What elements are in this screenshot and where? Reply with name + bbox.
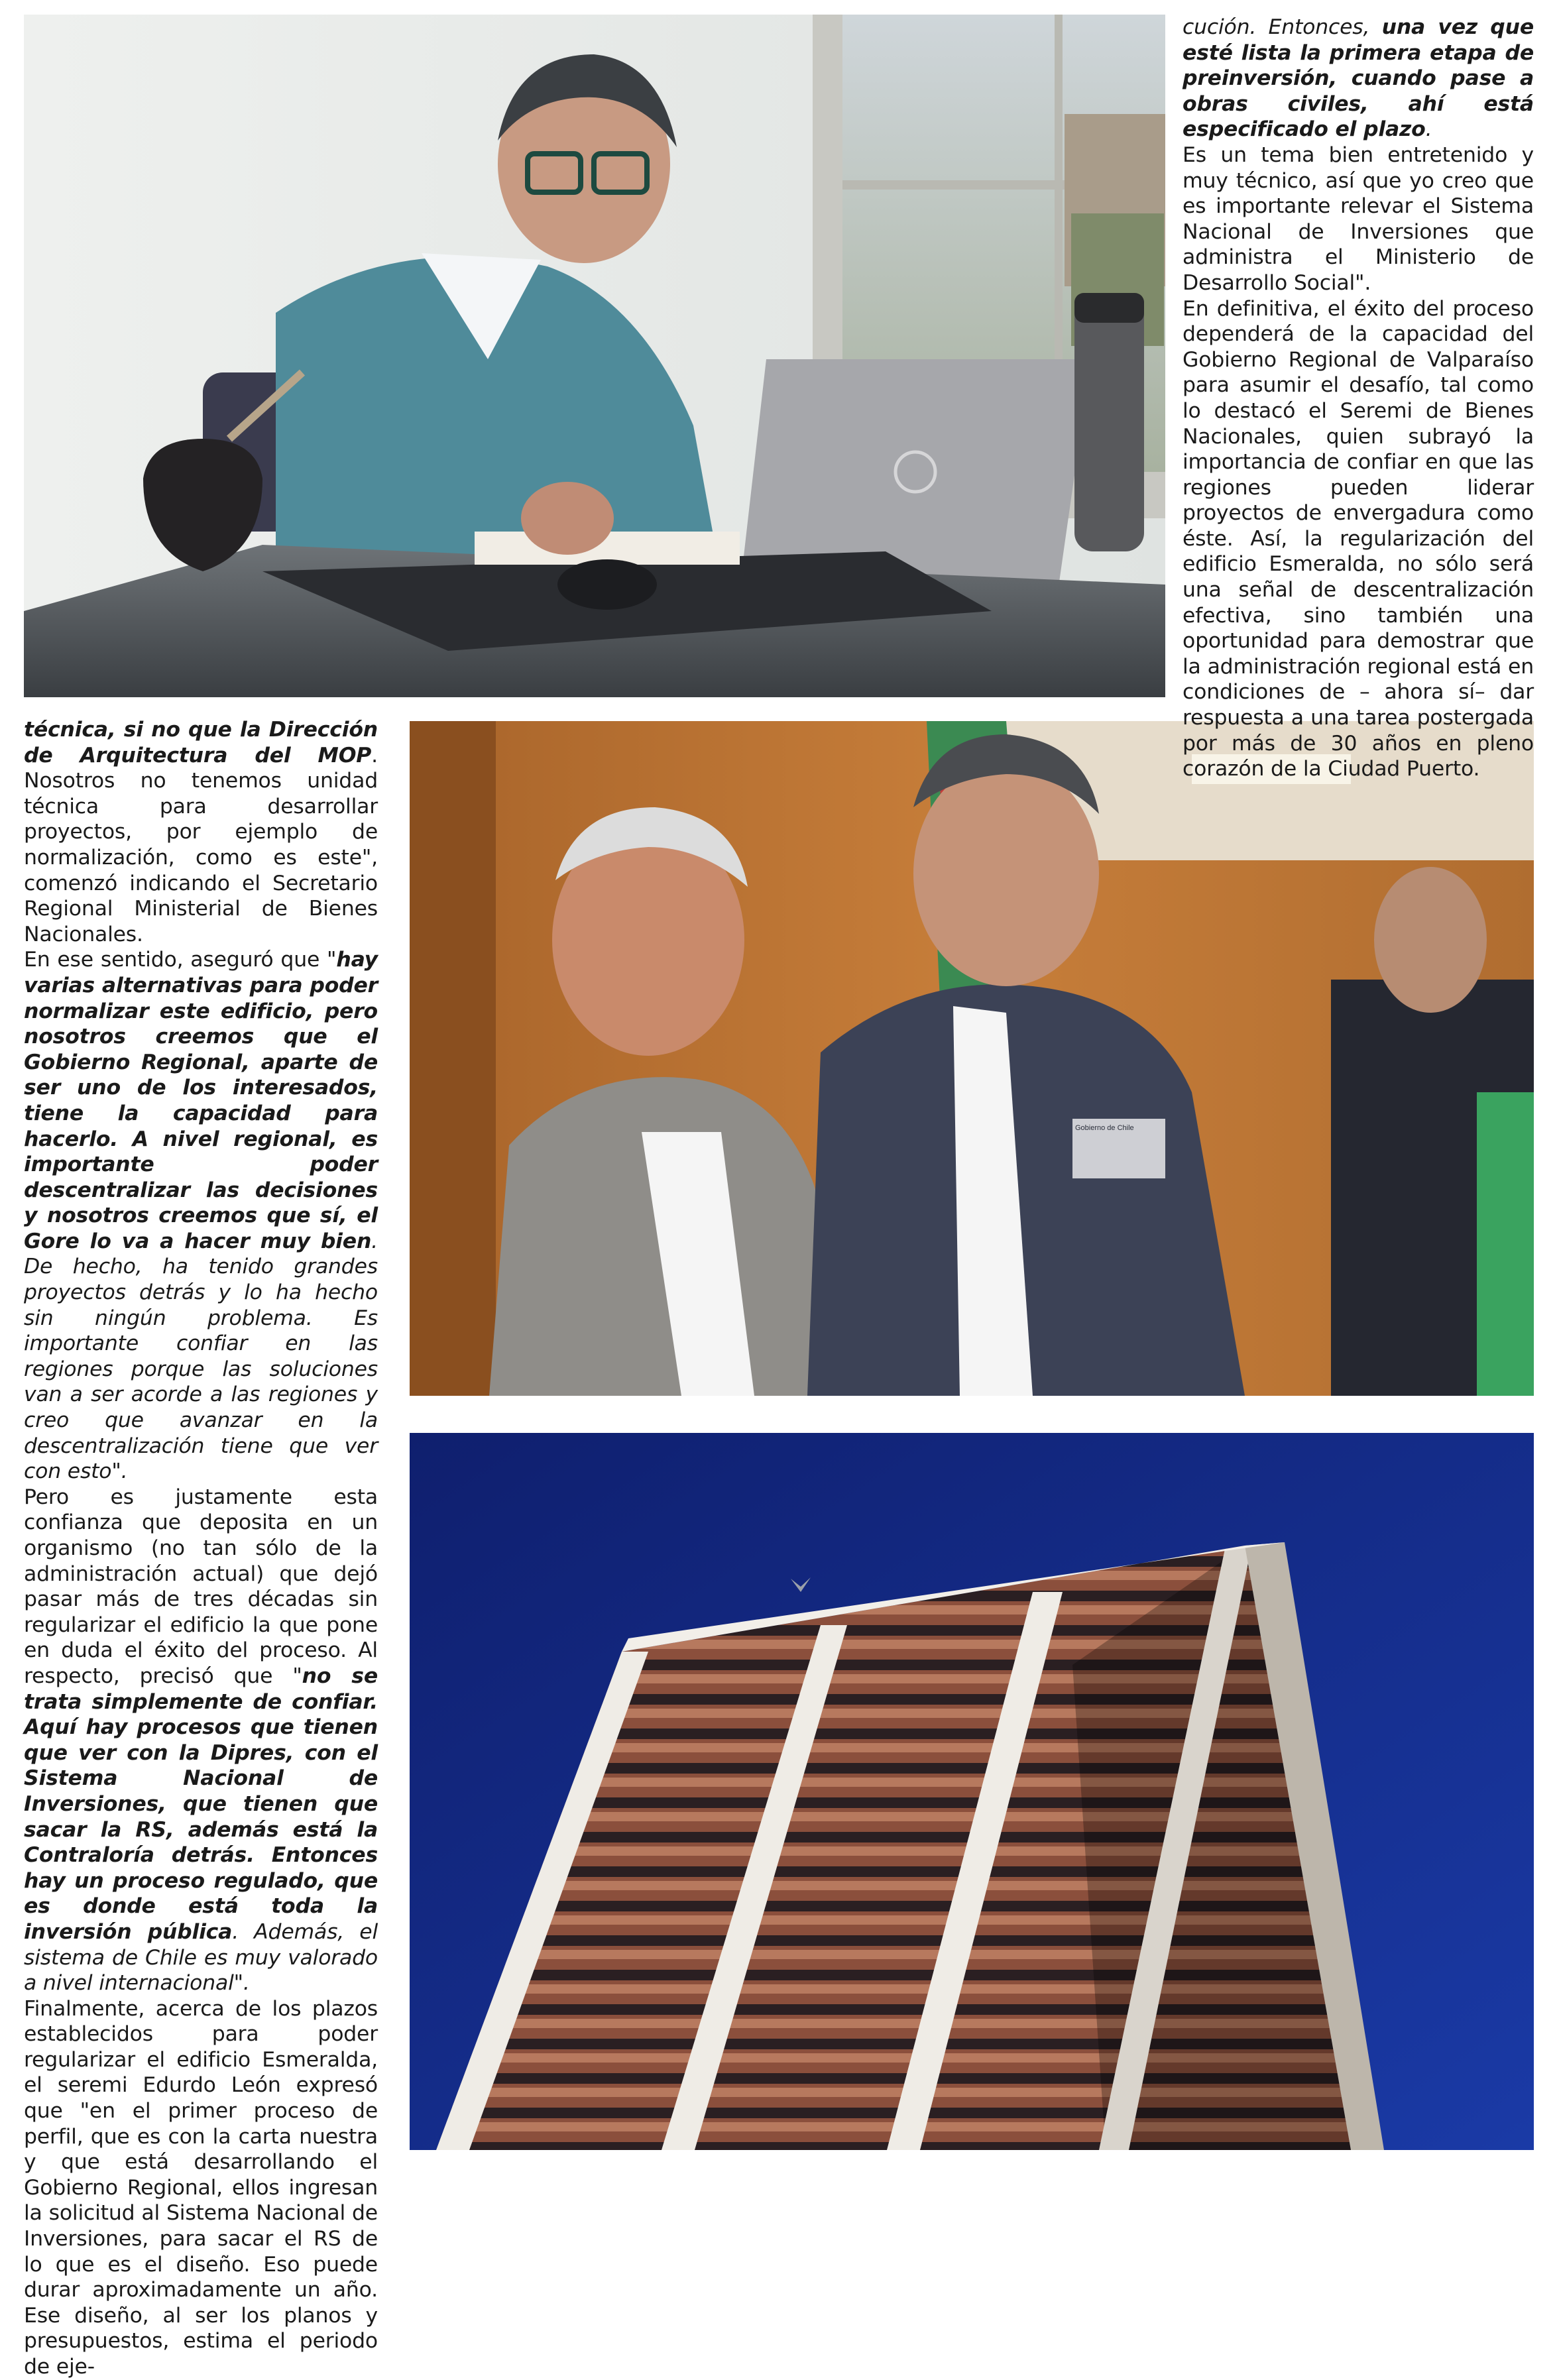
photo-office-desk: [24, 15, 1165, 697]
article-right-column: [1183, 15, 1534, 782]
vest-logo-text: Gobierno de Chile: [1075, 1124, 1134, 1132]
right-paragraph-1: cución. Entonces, una vez que esté lista la primera etapa de preinversión, cuando pase a obras civiles, ahí está especificado el plazo.: [1183, 15, 1534, 142]
left-paragraph-3: Pero es justamente esta confianza que deposita en un organismo (no tan sólo de la administración actual) que dejó pasar más de tres décadas sin regularizar el edificio la que pone en duda el éxito del proceso. Al respecto, precisó que "no se trata simplemente de confiar. Aquí hay procesos que tienen que ver con la Dipres, con el Sistema Nacional de Inversiones, que tienen que sacar la RS, además está la Contraloría detrás. Entonces hay un proceso regulado, que es donde está toda la inversión pública. Además, el sistema de Chile es muy valorado a nivel internacional".: [24, 1485, 378, 1996]
right-paragraph-2: Es un tema bien entretenido y muy técnico, así que yo creo que es importante relevar el Sistema Nacional de Inversiones que administra el Ministerio de Desarrollo Social".: [1183, 142, 1534, 295]
article-left-column: [24, 717, 378, 2380]
photo-two-men: [410, 721, 1534, 1396]
photo-building: [410, 1433, 1534, 2150]
right-paragraph-3: En definitiva, el éxito del proceso dependerá de la capacidad del Gobierno Regional de Valparaíso para asumir el desafío, tal como lo destacó el Seremi de Bienes Nacionales, quien subrayó la importancia de confiar en que las regiones pueden liderar proyectos de envergadura como éste. Así, la regularización del edificio Esmeralda, no sólo será una señal de descentralización efectiva, sino también una oportunidad para demostrar que la administración regional está en condiciones de – ahora sí– dar respuesta a una tarea postergada por más de 30 años en pleno corazón de la Ciudad Puerto.: [1183, 296, 1534, 781]
left-paragraph-4: Finalmente, acerca de los plazos establecidos para poder regularizar el edificio Esmeralda, el seremi Edurdo León expresó que "en el primer proceso de perfil, que es con la carta nuestra y que está desarrollando el Gobierno Regional, ellos ingresan la solicitud al Sistema Nacional de Inversiones, para sacar el RS de lo que es el diseño. Eso puede durar aproximadamente un año. Ese diseño, al ser los planos y presupuestos, estima el periodo de eje-: [24, 1996, 378, 2379]
left-paragraph-1: técnica, si no que la Dirección de Arquitectura del MOP. Nosotros no tenemos unidad técnica para desarrollar proyectos, por ejemplo de normalización, como es este", comenzó indicando el Secretario Regional Ministerial de Bienes Nacionales.: [24, 718, 378, 946]
left-paragraph-2: En ese sentido, aseguró que "hay varias alternativas para poder normalizar este edificio, pero nosotros creemos que el Gobierno Regional, aparte de ser uno de los interesados, tiene la capacidad para hacerlo. A nivel regional, es importante poder descentralizar las decisiones y nosotros creemos que sí, el Gore lo va a hacer muy bien. De hecho, ha tenido grandes proyectos detrás y lo ha hecho sin ningún problema. Es importante confiar en las regiones porque las soluciones van a ser acorde a las regiones y creo que avanzar en la descentralización tiene que ver con esto".: [24, 948, 378, 1484]
